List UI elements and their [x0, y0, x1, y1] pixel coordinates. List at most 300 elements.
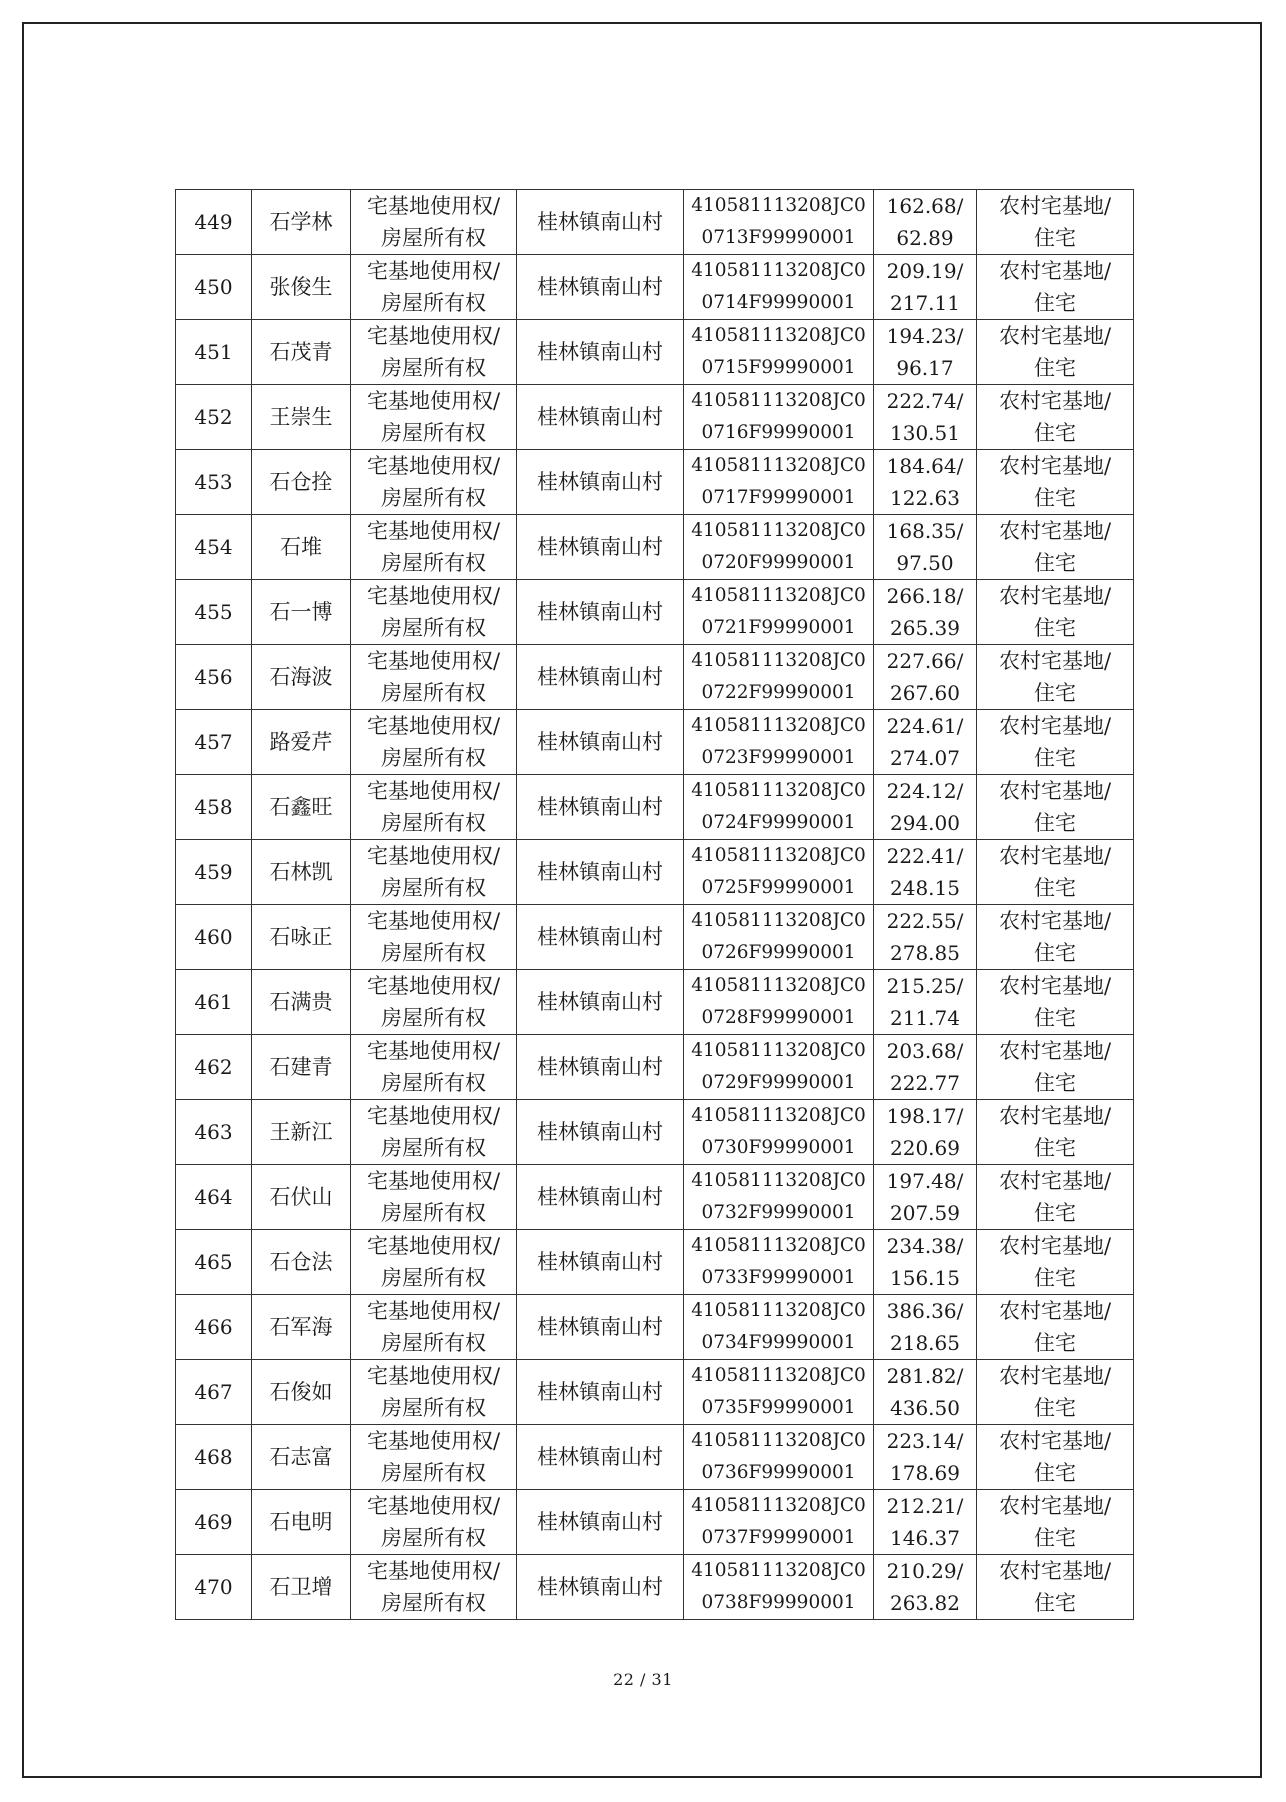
cell-location [517, 1360, 684, 1425]
cell-location-text: 桂林镇南山村 [537, 600, 663, 624]
cell-usage [977, 515, 1134, 580]
cell-serial-number-text: 459 [194, 860, 233, 884]
table-row [176, 1165, 1134, 1230]
cell-usage [977, 450, 1134, 515]
cell-unit-code-text: 0729F99990001 [701, 1072, 856, 1093]
cell-usage-text: 住宅 [1034, 1331, 1076, 1355]
cell-area-text: 178.69 [890, 1461, 960, 1485]
cell-location-text: 桂林镇南山村 [537, 1315, 663, 1339]
cell-unit-code-text: 0720F99990001 [701, 552, 856, 573]
cell-right-type [351, 970, 517, 1035]
cell-usage-text: 住宅 [1034, 681, 1076, 705]
cell-owner-name-text: 石志富 [269, 1445, 333, 1469]
cell-serial-number [176, 1230, 252, 1295]
cell-owner-name-text: 石学林 [269, 210, 333, 234]
cell-location [517, 1165, 684, 1230]
cell-unit-code-text: 410581113208JC0 [691, 585, 866, 606]
cell-usage-text: 住宅 [1034, 421, 1076, 445]
cell-right-type-text: 房屋所有权 [381, 876, 486, 900]
cell-unit-code-text: 0713F99990001 [701, 227, 856, 248]
cell-unit-code-text: 410581113208JC0 [691, 780, 866, 801]
cell-usage [977, 320, 1134, 385]
cell-area-text: 222.55/ [886, 909, 964, 933]
cell-owner-name-text: 张俊生 [269, 275, 333, 299]
cell-unit-code-text: 0735F99990001 [701, 1397, 856, 1418]
cell-serial-number [176, 905, 252, 970]
cell-owner-name-text: 路爱芹 [269, 730, 333, 754]
cell-unit-code-text: 0721F99990001 [701, 617, 856, 638]
cell-owner-name-text: 石堆 [280, 535, 322, 559]
cell-unit-code-text: 0728F99990001 [701, 1007, 856, 1028]
cell-usage-text: 住宅 [1034, 356, 1076, 380]
table-row [176, 905, 1134, 970]
cell-unit-code-text: 410581113208JC0 [691, 1430, 866, 1451]
cell-owner-name [252, 450, 351, 515]
table-row [176, 710, 1134, 775]
cell-owner-name-text: 石仓法 [269, 1250, 333, 1274]
cell-location-text: 桂林镇南山村 [537, 210, 663, 234]
cell-owner-name-text: 石鑫旺 [269, 795, 333, 819]
cell-owner-name-text: 石一博 [269, 600, 333, 624]
cell-right-type [351, 775, 517, 840]
cell-location [517, 1230, 684, 1295]
table-row [176, 255, 1134, 320]
cell-usage-text: 农村宅基地/ [998, 519, 1112, 543]
page-number: 22 / 31 [613, 1670, 673, 1689]
cell-serial-number [176, 385, 252, 450]
cell-area-text: 436.50 [890, 1396, 960, 1420]
cell-serial-number-text: 456 [194, 665, 233, 689]
cell-location [517, 970, 684, 1035]
cell-serial-number-text: 452 [194, 405, 233, 429]
cell-right-type-text: 宅基地使用权/ [366, 844, 501, 868]
cell-right-type-text: 宅基地使用权/ [366, 389, 501, 413]
cell-location-text: 桂林镇南山村 [537, 990, 663, 1014]
cell-usage [977, 385, 1134, 450]
cell-area-text: 223.14/ [886, 1429, 964, 1453]
cell-area-text: 220.69 [890, 1136, 960, 1160]
cell-owner-name [252, 1360, 351, 1425]
table-row [176, 320, 1134, 385]
cell-serial-number-text: 466 [194, 1315, 233, 1339]
cell-usage-text: 住宅 [1034, 616, 1076, 640]
cell-location [517, 580, 684, 645]
cell-area [874, 450, 977, 515]
cell-serial-number-text: 462 [194, 1055, 233, 1079]
cell-unit-code [684, 320, 874, 385]
cell-right-type [351, 1230, 517, 1295]
cell-owner-name-text: 石海波 [269, 665, 333, 689]
cell-right-type-text: 宅基地使用权/ [366, 714, 501, 738]
cell-right-type [351, 1490, 517, 1555]
cell-area [874, 710, 977, 775]
table-row [176, 1100, 1134, 1165]
cell-area-text: 263.82 [890, 1591, 960, 1615]
cell-unit-code-text: 410581113208JC0 [691, 975, 866, 996]
cell-usage-text: 住宅 [1034, 226, 1076, 250]
cell-usage-text: 农村宅基地/ [998, 909, 1112, 933]
cell-unit-code [684, 1425, 874, 1490]
cell-area-text: 222.41/ [886, 844, 964, 868]
cell-usage [977, 775, 1134, 840]
cell-unit-code-text: 410581113208JC0 [691, 1105, 866, 1126]
cell-right-type-text: 宅基地使用权/ [366, 259, 501, 283]
cell-area-text: 215.25/ [886, 974, 964, 998]
table-row [176, 385, 1134, 450]
cell-usage-text: 住宅 [1034, 1526, 1076, 1550]
cell-owner-name-text: 石满贵 [269, 990, 333, 1014]
cell-location [517, 1425, 684, 1490]
cell-serial-number [176, 515, 252, 580]
cell-owner-name [252, 645, 351, 710]
cell-usage [977, 710, 1134, 775]
cell-right-type-text: 宅基地使用权/ [366, 974, 501, 998]
cell-serial-number-text: 453 [194, 470, 233, 494]
cell-location [517, 515, 684, 580]
cell-location-text: 桂林镇南山村 [537, 470, 663, 494]
cell-right-type-text: 宅基地使用权/ [366, 194, 501, 218]
cell-area-text: 281.82/ [886, 1364, 964, 1388]
cell-usage [977, 1360, 1134, 1425]
cell-owner-name [252, 190, 351, 255]
cell-area-text: 267.60 [890, 681, 960, 705]
cell-serial-number-text: 467 [194, 1380, 233, 1404]
cell-unit-code-text: 0724F99990001 [701, 812, 856, 833]
cell-right-type [351, 645, 517, 710]
cell-unit-code [684, 840, 874, 905]
cell-unit-code [684, 1490, 874, 1555]
cell-usage-text: 住宅 [1034, 1006, 1076, 1030]
cell-location-text: 桂林镇南山村 [537, 1510, 663, 1534]
cell-right-type-text: 宅基地使用权/ [366, 519, 501, 543]
cell-area-text: 122.63 [890, 486, 960, 510]
table-row [176, 1425, 1134, 1490]
cell-owner-name [252, 970, 351, 1035]
cell-owner-name-text: 石建青 [269, 1055, 333, 1079]
cell-usage [977, 190, 1134, 255]
cell-unit-code-text: 410581113208JC0 [691, 455, 866, 476]
cell-serial-number [176, 1295, 252, 1360]
cell-location-text: 桂林镇南山村 [537, 665, 663, 689]
cell-unit-code [684, 580, 874, 645]
cell-owner-name [252, 515, 351, 580]
cell-right-type-text: 房屋所有权 [381, 291, 486, 315]
cell-right-type [351, 1165, 517, 1230]
cell-location [517, 905, 684, 970]
cell-owner-name-text: 石林凯 [269, 860, 333, 884]
cell-location-text: 桂林镇南山村 [537, 1250, 663, 1274]
cell-right-type-text: 宅基地使用权/ [366, 1494, 501, 1518]
cell-unit-code-text: 410581113208JC0 [691, 260, 866, 281]
cell-area [874, 1490, 977, 1555]
cell-unit-code [684, 450, 874, 515]
cell-usage [977, 1490, 1134, 1555]
cell-location [517, 190, 684, 255]
cell-unit-code-text: 410581113208JC0 [691, 1040, 866, 1061]
cell-area-text: 224.12/ [886, 779, 964, 803]
cell-unit-code-text: 0730F99990001 [701, 1137, 856, 1158]
cell-right-type [351, 1035, 517, 1100]
cell-usage-text: 农村宅基地/ [998, 649, 1112, 673]
cell-right-type-text: 宅基地使用权/ [366, 1169, 501, 1193]
cell-owner-name [252, 775, 351, 840]
cell-serial-number-text: 450 [194, 275, 233, 299]
cell-serial-number [176, 580, 252, 645]
cell-unit-code-text: 410581113208JC0 [691, 845, 866, 866]
cell-unit-code [684, 1295, 874, 1360]
cell-unit-code-text: 0737F99990001 [701, 1527, 856, 1548]
cell-serial-number [176, 1165, 252, 1230]
cell-owner-name [252, 1035, 351, 1100]
cell-right-type-text: 房屋所有权 [381, 226, 486, 250]
cell-location [517, 710, 684, 775]
cell-right-type [351, 320, 517, 385]
property-registry-table [175, 189, 1134, 1620]
cell-serial-number [176, 710, 252, 775]
cell-usage-text: 住宅 [1034, 1266, 1076, 1290]
cell-right-type-text: 房屋所有权 [381, 486, 486, 510]
cell-right-type [351, 255, 517, 320]
cell-area-text: 203.68/ [886, 1039, 964, 1063]
cell-right-type [351, 905, 517, 970]
cell-usage-text: 农村宅基地/ [998, 1429, 1112, 1453]
cell-owner-name [252, 1555, 351, 1620]
cell-unit-code [684, 905, 874, 970]
cell-unit-code [684, 970, 874, 1035]
cell-usage-text: 农村宅基地/ [998, 584, 1112, 608]
cell-right-type-text: 房屋所有权 [381, 1526, 486, 1550]
cell-right-type [351, 1555, 517, 1620]
cell-usage-text: 住宅 [1034, 1396, 1076, 1420]
cell-location [517, 1295, 684, 1360]
cell-area [874, 1100, 977, 1165]
cell-usage [977, 1295, 1134, 1360]
cell-owner-name-text: 石电明 [269, 1510, 333, 1534]
cell-area-text: 198.17/ [886, 1104, 964, 1128]
cell-usage-text: 住宅 [1034, 1201, 1076, 1225]
cell-area-text: 211.74 [890, 1006, 960, 1030]
cell-unit-code-text: 410581113208JC0 [691, 1170, 866, 1191]
cell-usage-text: 农村宅基地/ [998, 194, 1112, 218]
cell-right-type [351, 1425, 517, 1490]
cell-usage-text: 农村宅基地/ [998, 389, 1112, 413]
cell-unit-code-text: 0732F99990001 [701, 1202, 856, 1223]
cell-area [874, 580, 977, 645]
cell-location-text: 桂林镇南山村 [537, 860, 663, 884]
cell-area [874, 255, 977, 320]
cell-usage [977, 1100, 1134, 1165]
table-body [176, 190, 1134, 1620]
table-row [176, 1555, 1134, 1620]
cell-unit-code-text: 410581113208JC0 [691, 1365, 866, 1386]
cell-usage-text: 农村宅基地/ [998, 779, 1112, 803]
table-row [176, 970, 1134, 1035]
cell-area [874, 1035, 977, 1100]
cell-usage-text: 住宅 [1034, 1461, 1076, 1485]
cell-area-text: 209.19/ [886, 259, 964, 283]
cell-usage-text: 农村宅基地/ [998, 1104, 1112, 1128]
cell-right-type-text: 宅基地使用权/ [366, 1039, 501, 1063]
cell-owner-name-text: 王崇生 [269, 405, 333, 429]
table-row [176, 580, 1134, 645]
cell-area-text: 97.50 [896, 551, 954, 575]
cell-usage [977, 255, 1134, 320]
cell-serial-number [176, 450, 252, 515]
cell-unit-code [684, 1100, 874, 1165]
cell-right-type [351, 190, 517, 255]
cell-unit-code [684, 775, 874, 840]
cell-serial-number-text: 457 [194, 730, 233, 754]
cell-owner-name [252, 1100, 351, 1165]
cell-serial-number [176, 970, 252, 1035]
cell-unit-code-text: 0715F99990001 [701, 357, 856, 378]
cell-area-text: 197.48/ [886, 1169, 964, 1193]
cell-area-text: 217.11 [890, 291, 960, 315]
cell-area-text: 222.77 [890, 1071, 960, 1095]
cell-right-type-text: 宅基地使用权/ [366, 324, 501, 348]
cell-serial-number-text: 449 [194, 210, 233, 234]
cell-usage [977, 580, 1134, 645]
cell-area-text: 210.29/ [886, 1559, 964, 1583]
cell-location-text: 桂林镇南山村 [537, 1575, 663, 1599]
cell-serial-number [176, 1360, 252, 1425]
cell-right-type [351, 515, 517, 580]
cell-serial-number [176, 645, 252, 710]
cell-unit-code [684, 1230, 874, 1295]
cell-owner-name-text: 石仓拴 [269, 470, 333, 494]
cell-area [874, 385, 977, 450]
cell-location [517, 320, 684, 385]
cell-usage-text: 住宅 [1034, 551, 1076, 575]
cell-area-text: 146.37 [890, 1526, 960, 1550]
cell-right-type-text: 房屋所有权 [381, 1071, 486, 1095]
cell-serial-number [176, 1425, 252, 1490]
cell-unit-code-text: 0738F99990001 [701, 1592, 856, 1613]
cell-right-type-text: 宅基地使用权/ [366, 909, 501, 933]
cell-unit-code [684, 1360, 874, 1425]
table-row [176, 840, 1134, 905]
cell-area-text: 168.35/ [886, 519, 964, 543]
cell-area-text: 62.89 [896, 226, 954, 250]
table-row [176, 1230, 1134, 1295]
cell-location [517, 840, 684, 905]
cell-serial-number [176, 840, 252, 905]
cell-unit-code [684, 1555, 874, 1620]
cell-unit-code-text: 0714F99990001 [701, 292, 856, 313]
cell-unit-code [684, 385, 874, 450]
cell-owner-name [252, 320, 351, 385]
cell-right-type-text: 宅基地使用权/ [366, 1299, 501, 1323]
cell-area-text: 248.15 [890, 876, 960, 900]
cell-right-type [351, 385, 517, 450]
cell-unit-code [684, 1165, 874, 1230]
cell-usage-text: 农村宅基地/ [998, 324, 1112, 348]
table-row [176, 1295, 1134, 1360]
cell-location-text: 桂林镇南山村 [537, 1445, 663, 1469]
cell-usage-text: 农村宅基地/ [998, 1559, 1112, 1583]
cell-usage-text: 农村宅基地/ [998, 1169, 1112, 1193]
cell-owner-name [252, 710, 351, 775]
cell-location [517, 775, 684, 840]
cell-right-type [351, 1100, 517, 1165]
cell-usage-text: 住宅 [1034, 1071, 1076, 1095]
cell-right-type [351, 1295, 517, 1360]
cell-area-text: 96.17 [896, 356, 954, 380]
cell-owner-name-text: 王新江 [269, 1120, 333, 1144]
cell-area-text: 207.59 [890, 1201, 960, 1225]
cell-right-type [351, 580, 517, 645]
cell-unit-code-text: 410581113208JC0 [691, 715, 866, 736]
cell-unit-code [684, 255, 874, 320]
cell-area-text: 278.85 [890, 941, 960, 965]
cell-serial-number-text: 464 [194, 1185, 233, 1209]
cell-right-type-text: 房屋所有权 [381, 616, 486, 640]
table-row [176, 450, 1134, 515]
cell-serial-number-text: 465 [194, 1250, 233, 1274]
cell-serial-number [176, 190, 252, 255]
cell-location [517, 1100, 684, 1165]
cell-serial-number-text: 451 [194, 340, 233, 364]
cell-owner-name-text: 石伏山 [269, 1185, 333, 1209]
cell-location [517, 1555, 684, 1620]
cell-location-text: 桂林镇南山村 [537, 1380, 663, 1404]
cell-right-type-text: 宅基地使用权/ [366, 649, 501, 673]
cell-area [874, 1295, 977, 1360]
cell-serial-number-text: 458 [194, 795, 233, 819]
cell-unit-code [684, 710, 874, 775]
table-row [176, 1490, 1134, 1555]
cell-area [874, 905, 977, 970]
cell-serial-number-text: 469 [194, 1510, 233, 1534]
cell-usage-text: 农村宅基地/ [998, 714, 1112, 738]
cell-unit-code [684, 515, 874, 580]
cell-right-type-text: 房屋所有权 [381, 1461, 486, 1485]
cell-unit-code-text: 410581113208JC0 [691, 650, 866, 671]
cell-usage-text: 住宅 [1034, 746, 1076, 770]
cell-right-type [351, 1360, 517, 1425]
cell-right-type-text: 房屋所有权 [381, 1591, 486, 1615]
cell-usage [977, 1165, 1134, 1230]
cell-owner-name [252, 1490, 351, 1555]
cell-location-text: 桂林镇南山村 [537, 1185, 663, 1209]
table-row [176, 645, 1134, 710]
cell-usage [977, 1555, 1134, 1620]
cell-area-text: 194.23/ [886, 324, 964, 348]
cell-right-type-text: 房屋所有权 [381, 1266, 486, 1290]
cell-usage-text: 住宅 [1034, 876, 1076, 900]
cell-unit-code-text: 410581113208JC0 [691, 1300, 866, 1321]
cell-right-type-text: 宅基地使用权/ [366, 1364, 501, 1388]
cell-serial-number [176, 255, 252, 320]
table-row [176, 515, 1134, 580]
cell-area-text: 218.65 [890, 1331, 960, 1355]
cell-right-type-text: 宅基地使用权/ [366, 779, 501, 803]
cell-unit-code-text: 0734F99990001 [701, 1332, 856, 1353]
cell-usage-text: 农村宅基地/ [998, 844, 1112, 868]
cell-owner-name-text: 石咏正 [269, 925, 333, 949]
cell-area [874, 1230, 977, 1295]
cell-owner-name [252, 1295, 351, 1360]
cell-area [874, 970, 977, 1035]
cell-area-text: 265.39 [890, 616, 960, 640]
cell-location-text: 桂林镇南山村 [537, 730, 663, 754]
cell-usage-text: 农村宅基地/ [998, 454, 1112, 478]
cell-right-type-text: 宅基地使用权/ [366, 1234, 501, 1258]
cell-unit-code-text: 410581113208JC0 [691, 325, 866, 346]
cell-owner-name [252, 580, 351, 645]
cell-usage-text: 农村宅基地/ [998, 1494, 1112, 1518]
cell-unit-code-text: 0722F99990001 [701, 682, 856, 703]
